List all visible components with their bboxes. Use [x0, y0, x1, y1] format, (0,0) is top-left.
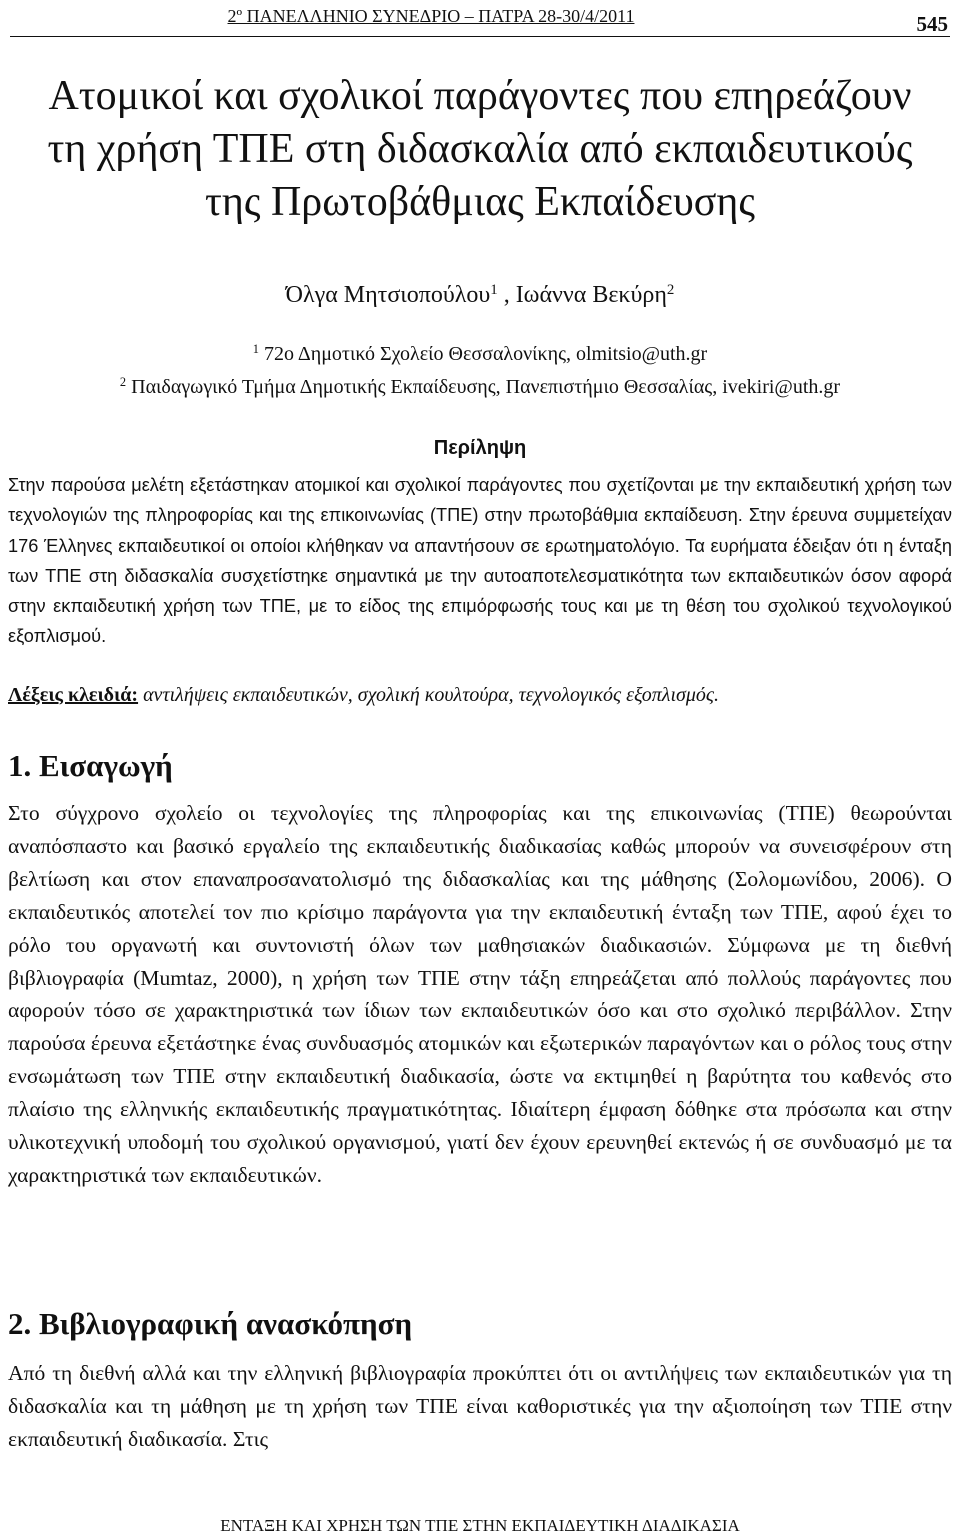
affiliation-text: 72ο Δημοτικό Σχολείο Θεσσαλονίκης, olmitsio@uth.gr [258, 343, 708, 365]
header-rule [10, 36, 950, 37]
section-heading: 1. Εισαγωγή [8, 748, 173, 783]
affiliation-text: Παιδαγωγικό Τμήμα Δημοτικής Εκπαίδευσης, Πανεπιστήμιο Θεσσαλίας, ivekiri@uth.gr [126, 376, 841, 398]
affiliation [0, 376, 960, 399]
page-number: 545 [916, 12, 948, 36]
keywords [8, 684, 952, 707]
affiliation-mark: 2 [119, 375, 127, 390]
title-line: Ατομικοί και σχολικοί παράγοντες που επηρεάζουν [48, 73, 912, 119]
author-affiliation-mark: 2 [666, 281, 675, 298]
abstract-heading: Περίληψη [433, 437, 527, 459]
paper-title [0, 70, 960, 229]
section-body: Από τη διεθνή αλλά και την ελληνική βιβλιογραφία προκύπτει ότι οι αντιλήψεις των εκπαιδευτικών για τη διδασκαλία και τη μάθηση με τη χρήση των ΤΠΕ είναι καθοριστικές για την αξιοποίηση των ΤΠΕ στην εκπαιδευτική διαδικασία. Στις [8, 1361, 952, 1451]
keywords-text: αντιλήψεις εκπαιδευτικών, σχολική κουλτούρα, τεχνολογικός εξοπλισμός. [138, 684, 720, 706]
author-list [0, 282, 960, 309]
title-line: της Πρωτοβάθμιας Εκπαίδευσης [204, 179, 756, 225]
section-body: Στο σύγχρονο σχολείο οι τεχνολογίες της πληροφορίας και της επικοινωνίας (ΤΠΕ) θεωρούνται αναπόσπαστο και βασικό εργαλείο της εκπαιδευτικής διαδικασίας καθώς μπορούν να συνεισφέρουν στη βελτίωση και στον επαναπροσανατολισμό της διδασκαλίας και της μάθησης (Σολομωνίδου, 2006). Ο εκπαιδευτικός αποτελεί τον πιο κρίσιμο παράγοντα για την εκπαιδευτική ένταξη των ΤΠΕ, αφού έχει το ρόλο του οργανωτή και συντονιστή όλων των μαθησιακών διαδικασιών. Σύμφωνα με τη διεθνή βιβλιογραφία (Mumtaz, 2000), η χρήση των ΤΠΕ στην τάξη επηρεάζεται από πολλούς παράγοντες που αφορούν τόσο σε χαρακτηριστικά των ίδιων των εκπαιδευτικών όσο και στο σχολικό περιβάλλον. Στην παρούσα έρευνα εξετάστηκε ένας συνδυασμός ατομικών και εξωτερικών παραγόντων και ο ρόλος τους στην ενσωμάτωση των ΤΠΕ στην εκπαιδευτική διαδικασία, ώστε να εκτιμηθεί η βαρύτητα του καθενός στο πλαίσιο της ελληνικής εκπαιδευτικής πραγματικότητας. Ιδιαίτερη έμφαση δόθηκε στα πρόσωπα και στην υλικοτεχνική υποδομή του σχολικού οργανισμού, γιατί δεν έχουν ερευνηθεί εκτενώς ή σε συνδυασμό με τα χαρακτηριστικά των εκπαιδευτικών. [8, 801, 952, 1187]
author-separator: , [497, 282, 516, 308]
author-name: Ιωάννα Βεκύρη [515, 282, 667, 308]
running-head: 2º ΠΑΝΕΛΛΗΝΙΟ ΣΥΝΕΔΡΙΟ – ΠΑΤΡΑ 28-30/4/2011 [227, 6, 635, 26]
section-heading: 2. Βιβλιογραφική ανασκόπηση [8, 1306, 413, 1341]
author-name: Όλγα Μητσιοπούλου [285, 282, 491, 308]
keywords-label: Λέξεις κλειδιά: [8, 684, 139, 706]
affiliation [0, 343, 960, 366]
abstract-text: Στην παρούσα μελέτη εξετάστηκαν ατομικοί και σχολικοί παράγοντες που σχετίζονται με την εκπαιδευτική χρήση των τεχνολογιών της πληροφορίας και της επικοινωνίας (ΤΠΕ) στην πρωτοβάθμια εκπαίδευση. Στην έρευνα συμμετείχαν 176 Έλληνες εκπαιδευτικοί οι οποίοι κλήθηκαν να απαντήσουν σε ερωτηματολόγιο. Τα ευρήματα έδειξαν ότι η ένταξη των ΤΠΕ στη διδασκαλία συσχετίστηκε σημαντικά με την αυτοαποτελεσματικότητα των εκπαιδευτικών όσον αφορά στην εκπαιδευτική χρήση των ΤΠΕ, με το είδος της επιμόρφωσής τους και με τη θέση του σχολικού τεχνολογικού εξοπλισμού. [8, 475, 952, 647]
running-footer: ΕΝΤΑΞΗ ΚΑΙ ΧΡΗΣΗ ΤΩΝ ΤΠΕ ΣΤΗΝ ΕΚΠΑΙΔΕΥΤΙΚΗ ΔΙΑΔΙΚΑΣΙΑ [220, 1516, 740, 1535]
author-affiliation-mark: 1 [490, 281, 498, 298]
title-line: τη χρήση ΤΠΕ στη διδασκαλία από εκπαιδευτικούς [47, 126, 913, 172]
affiliation-mark: 1 [252, 342, 259, 357]
